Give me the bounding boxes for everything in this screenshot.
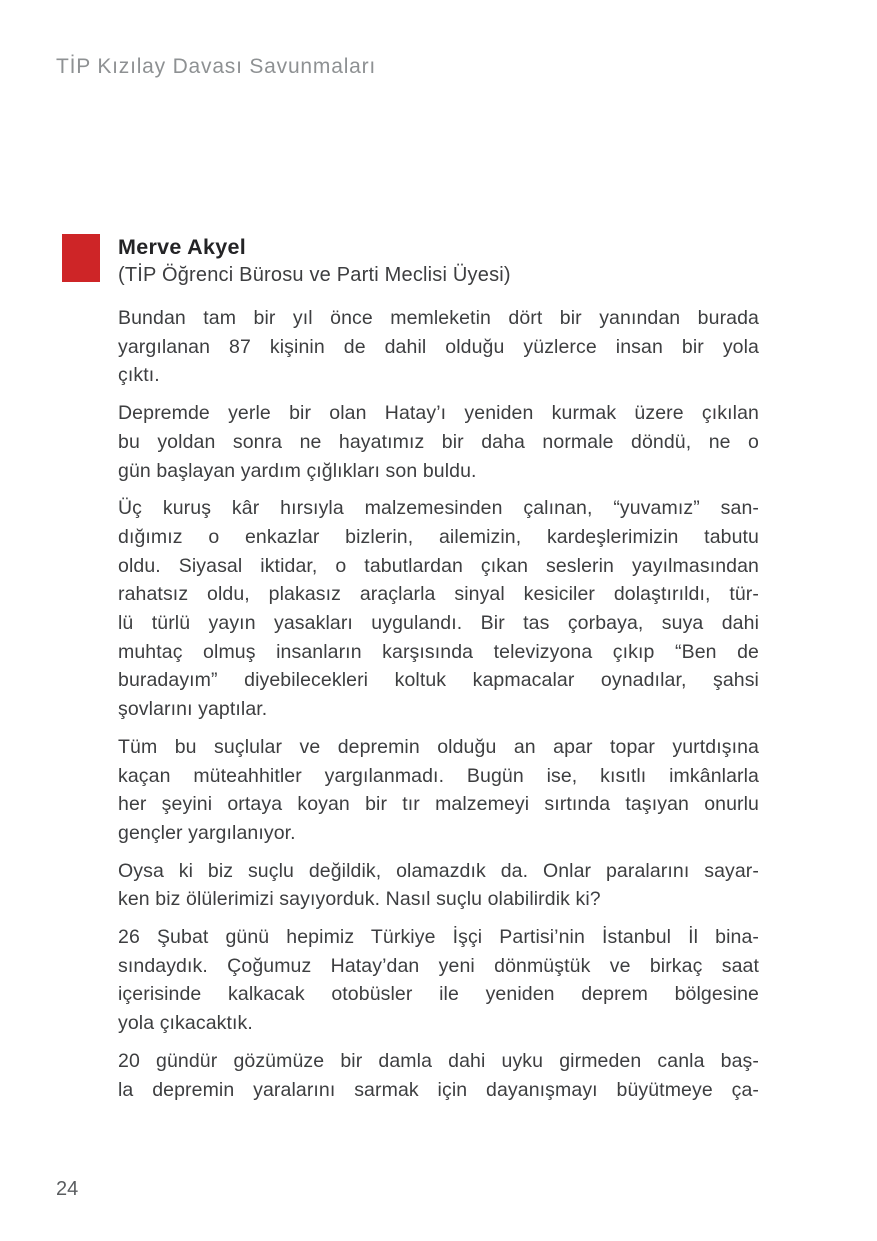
text-line: kaçan müteahhitler yargılanmadı. Bugün ise, kısıtlı imkânlarla [118, 764, 759, 787]
text-line: her şeyini ortaya koyan bir tır malzemeyi sırtında taşıyan onurlu [118, 793, 759, 816]
text-line: Üç kuruş kâr hırsıyla malzemesinden çalınan, “yuvamız” san- [118, 497, 759, 520]
text-line: oldu. Siyasal iktidar, o tabutlardan çıkan seslerin yayılmasından [118, 554, 759, 577]
text-line: Bundan tam bir yıl önce memleketin dört bir yanından burada [118, 307, 759, 329]
text-line: lü türlü yayın yasakları uygulandı. Bir tas çorbaya, suya dahi [118, 612, 759, 635]
text-line: Oysa ki biz suçlu değildik, olamazdık da. Onlar paralarını sayar- [118, 859, 759, 882]
speaker-name: Merve Akyel [118, 235, 246, 259]
text-line: sındaydık. Çoğumuz Hatay’dan yeni dönmüştük ve birkaç saat [118, 954, 759, 977]
paragraph [118, 733, 759, 848]
text-line: çıktı. [118, 364, 160, 387]
speaker-block [118, 233, 760, 290]
text-line: Tüm bu suçlular ve depremin olduğu an apar topar yurtdışına [118, 735, 759, 758]
text-line: la depremin yaralarını sarmak için dayanışmayı büyütmeye ça- [118, 1078, 759, 1101]
paragraph [118, 923, 759, 1038]
running-header: TİP Kızılay Davası Savunmaları [56, 55, 377, 78]
page-number: 24 [56, 1178, 79, 1200]
text-line: şovlarını yaptılar. [118, 698, 268, 721]
text-line: gün başlayan yardım çığlıkları son buldu. [118, 459, 477, 482]
paragraph [118, 304, 759, 390]
text-line: muhtaç olmuş insanların karşısında televizyona çıkıp “Ben de [118, 640, 759, 663]
text-line: yola çıkacaktık. [118, 1012, 253, 1035]
paragraph [118, 1047, 759, 1104]
text-line: 26 Şubat günü hepimiz Türkiye İşçi Partisi’nin İstanbul İl bina- [118, 926, 759, 949]
text-line: Depremde yerle bir olan Hatay’ı yeniden kurmak üzere çıkılan [118, 402, 759, 425]
paragraph [118, 494, 759, 724]
paragraph [118, 399, 759, 485]
text-line: içerisinde kalkacak otobüsler ile yeniden deprem bölgesine [118, 983, 759, 1006]
text-line: ken biz ölülerimizi sayıyorduk. Nasıl suçlu olabilirdik ki? [118, 888, 601, 911]
text-line: dığımız o enkazlar bizlerin, ailemizin, kardeşlerimizin tabutu [118, 525, 759, 548]
paragraph [118, 857, 759, 914]
body-text [118, 304, 759, 1113]
text-line: gençler yargılanıyor. [118, 821, 296, 844]
text-line: bu yoldan sonra ne hayatımız bir daha normale döndü, ne o [118, 430, 759, 453]
text-line: 20 gündür gözümüze bir damla dahi uyku girmeden canla baş- [118, 1049, 759, 1072]
speaker-role: (TİP Öğrenci Bürosu ve Parti Meclisi Üyesi) [118, 264, 511, 286]
text-line: rahatsız oldu, plakasız araçlarla sinyal kesiciler dolaştırıldı, tür- [118, 583, 759, 606]
text-line: buradayım” diyebilecekleri koltuk kapmacalar oynadılar, şahsi [118, 669, 759, 692]
red-square-marker [62, 234, 100, 282]
text-line: yargılanan 87 kişinin de dahil olduğu yüzlerce insan bir yola [118, 335, 759, 358]
